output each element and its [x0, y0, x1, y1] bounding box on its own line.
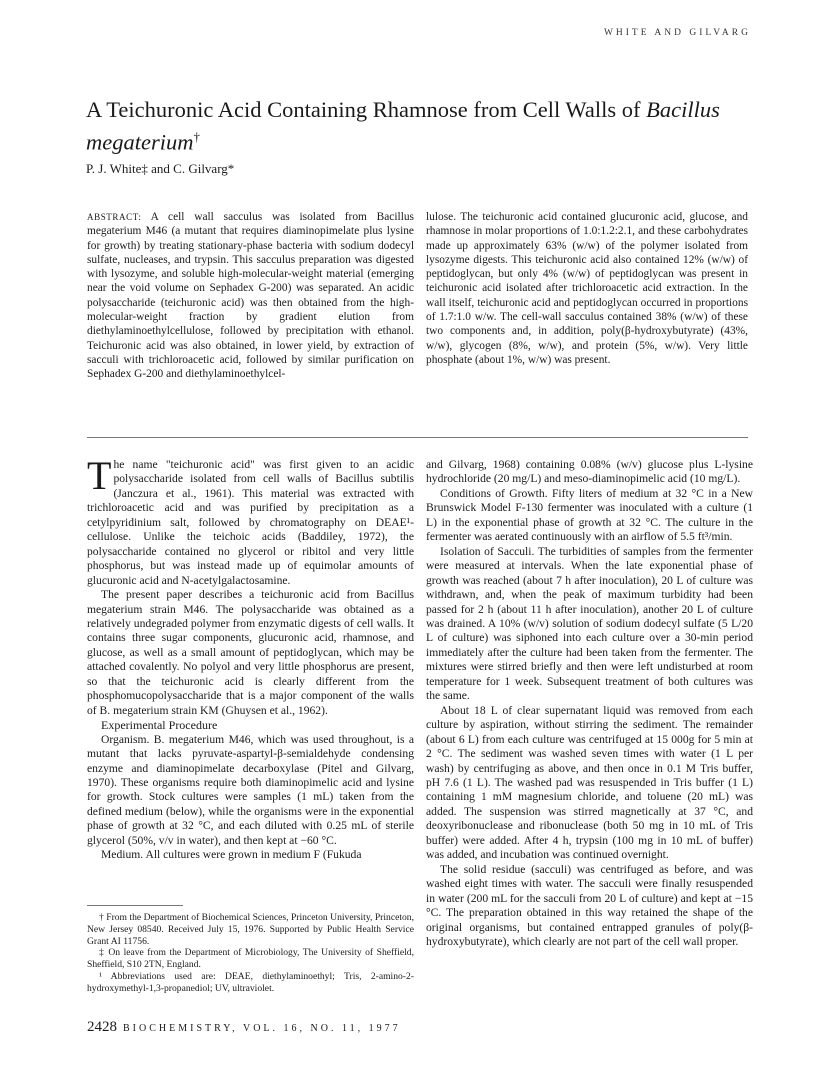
supernatant-paragraph: About 18 L of clear supernatant liquid was removed from each culture by aspiration, without stirring the sediment. The remainder (about 6 L) from each culture was centrifuged at 15 000g for 5 min at 2 °C. The sediment was washed seven times with water (1 L per wash) by centrifuging as above, and then once in 0.1 M Tris buffer, pH 7.6 (1 L). The washed pad was resuspended in Tris buffer (1 L) containing 1 mM magnesium chloride, and toluene (20 mL) was added. The suspension was stirred magnetically at 37 °C, and deoxyribonuclease and ribonuclease (both 50 mg in 10 mL of Tris buffer) were added. After 4 h, trypsin (100 mg in 10 mL of buffer) was added, and incubation was continued overnight.	[426, 703, 753, 862]
footnote-leave: ‡ On leave from the Department of Microbiology, The University of Sheffield, Sheffield, S10 2TN, England.	[87, 947, 414, 971]
footnote-abbreviations: ¹ Abbreviations used are: DEAE, diethylaminoethyl; Tris, 2-amino-2-hydroxymethyl-1,3-propanediol; UV, ultraviolet.	[87, 970, 414, 994]
title-text: A Teichuronic Acid Containing Rhamnose from Cell Walls of	[86, 97, 647, 122]
abstract-left-column	[87, 210, 414, 382]
abstract-label: ABSTRACT:	[87, 212, 142, 222]
article-title	[86, 96, 726, 156]
title-species: Bacillus megaterium	[86, 97, 720, 155]
intro-paragraph-2: The present paper describes a teichuronic acid from Bacillus megaterium strain M46. The polysaccharide was obtained as a relatively undegraded polymer from enzymatic digests of cell walls. It contains three sugar components, glucuronic acid, rhamnose, and glucose, as well as a small amount of peptidoglycan, which may be attached covalently. No polyol and very little phosphorus are present, so that the teichuronic acid is clearly different from the phosphomucopolysaccharide that is a major component of the walls of B. megaterium strain KM (Ghuysen et al., 1962).	[87, 588, 414, 717]
medium-paragraph: Medium. All cultures were grown in medium F (Fukuda	[101, 848, 362, 862]
growth-conditions-paragraph: Conditions of Growth. Fifty liters of medium at 32 °C in a New Brunswick Model F-130 fermenter was inoculated with a culture (1 L) in the exponential phase of growth at 32 °C. The culture in the fermenter was aerated continuously with an airflow of 5.5 ft³/min.	[426, 486, 753, 544]
footnote-affiliation: † From the Department of Biochemical Sciences, Princeton University, Princeton, New Jersey 08540. Received July 15, 1976. Supported by Public Health Service Grant AI 11756.	[87, 912, 414, 947]
footnotes	[87, 912, 414, 995]
journal-citation: BIOCHEMISTRY, VOL. 16, NO. 11, 1977	[123, 1023, 401, 1034]
abstract-divider	[87, 437, 748, 438]
author-list: P. J. White‡ and C. Gilvarg*	[86, 161, 235, 176]
sacculi-isolation-paragraph: Isolation of Sacculi. The turbidities of samples from the fermenter were measured at intervals. When the late exponential phase of growth was reached (about 7 h after inoculation), 20 L of culture was withdrawn, and, when the peak of maximum turbidity had been passed for 2 h (about 11 h after inoculation), another 20 L of culture was drained. A 10% (w/v) solution of sodium dodecyl sulfate (5 L/20 L of culture) was siphoned into each culture over a 30-min period immediately after the culture had been taken from the fermenter. The mixtures were stirred briefly and then were left undisturbed at room temperature for 1 week. Subsequent treatment of both cultures was the same.	[426, 544, 753, 703]
solid-residue-paragraph: The solid residue (sacculi) was centrifuged as before, and was washed eight times with water. The sacculi were finally resuspended in water (200 mL for the sacculi from 20 L of culture) and kept at −15 °C. The preparation obtained in this way retained the shape of the original organisms, but contained entrapped granules of poly(β-hydroxybutyrate), which clearly are not part of the cell wall proper.	[426, 862, 753, 948]
body-left-column	[87, 453, 414, 863]
page-footer	[87, 1019, 401, 1036]
title-footnote-mark: †	[193, 129, 200, 144]
abstract-left-text: A cell wall sacculus was isolated from Bacillus megaterium M46 (a mutant that requires diaminopimelate plus lysine for growth) by treating stationary-phase bacteria with sodium dodecyl sulfate, nucleases, and trypsin. This sacculus preparation was digested with lysozyme, and soluble high-molecular-weight material (emerging near the void volume on Sephadex G-200) was separated. An acidic polysaccharide (teichuronic acid) was then obtained from the high-molecular-weight fraction by gradient elution from diethylaminoethylcellulose, followed by precipitation with ethanol. Teichuronic acid was also obtained, in lower yield, by extraction of sacculi with trichloroacetic acid, followed by similar purification on Sephadex G-200 and diethylaminoethylcel-	[87, 211, 414, 381]
body-right-column	[426, 458, 753, 949]
drop-cap: T	[87, 453, 112, 498]
organism-paragraph: Organism. B. megaterium M46, which was used throughout, is a mutant that lacks pyruvate-aspartyl-β-semialdehyde condensing enzyme and diaminopimelate decarboxylase (Pitel and Gilvarg, 1970). These organisms require both diaminopimelic acid and lysine for growth. Stock cultures were samples (1 mL) taken from the defined medium (below), while the organisms were in the exponential phase of growth at 32 °C, and each diluted with 0.25 mL of sterile glycerol (50%, v/v in water), and then kept at −60 °C.	[87, 732, 414, 847]
intro-paragraph-1: The name "teichuronic acid" was first given to an acidic polysaccharide isolated from cell walls of Bacillus subtilis (Janczura et al., 1961). This material was extracted with trichloroacetic acid and was purified by precipitation as a cetylpyridinium salt, followed by chromatography on DEAE¹-cellulose. Unlike the teichoic acids (Baddiley, 1972), the polysaccharide contained no glycerol or ribitol and very little phosphorus, but was instead made up of equimolar amounts of glucuronic acid and N-acetylgalactosamine.	[87, 453, 414, 587]
abstract-right-column: lulose. The teichuronic acid contained glucuronic acid, glucose, and rhamnose in molar proportions of 1.0:1.2:2.1, and these carbohydrates made up approximately 63% (w/w) of the polymer isolated from lysozyme digests. This teichuronic acid also contained 12% (w/w) of peptidoglycan, but only 4% (w/w) of peptidoglycan was present in teichuronic acid isolated after trichloroacetic acid extraction. In the wall itself, teichuronic acid and peptidoglycan occurred in proportions of 1.7:1.0 w/w. The cell-wall sacculus contained 38% (w/w) of these two components and, in addition, poly(β-hydroxybutyrate) (43%, w/w), glycogen (8%, w/w), and protein (5%, w/w). Very little phosphate (about 1%, w/w) was present.	[426, 211, 748, 366]
section-heading: Experimental Procedure	[101, 718, 218, 733]
running-head: WHITE AND GILVARG	[603, 28, 751, 38]
medium-continued-paragraph: and Gilvarg, 1968) containing 0.08% (w/v) glucose plus L-lysine hydrochloride (20 mg/L) and meso-diaminopimelic acid (10 mg/L).	[426, 458, 753, 486]
footnote-divider	[87, 905, 183, 906]
page-number: 2428	[87, 1019, 117, 1035]
